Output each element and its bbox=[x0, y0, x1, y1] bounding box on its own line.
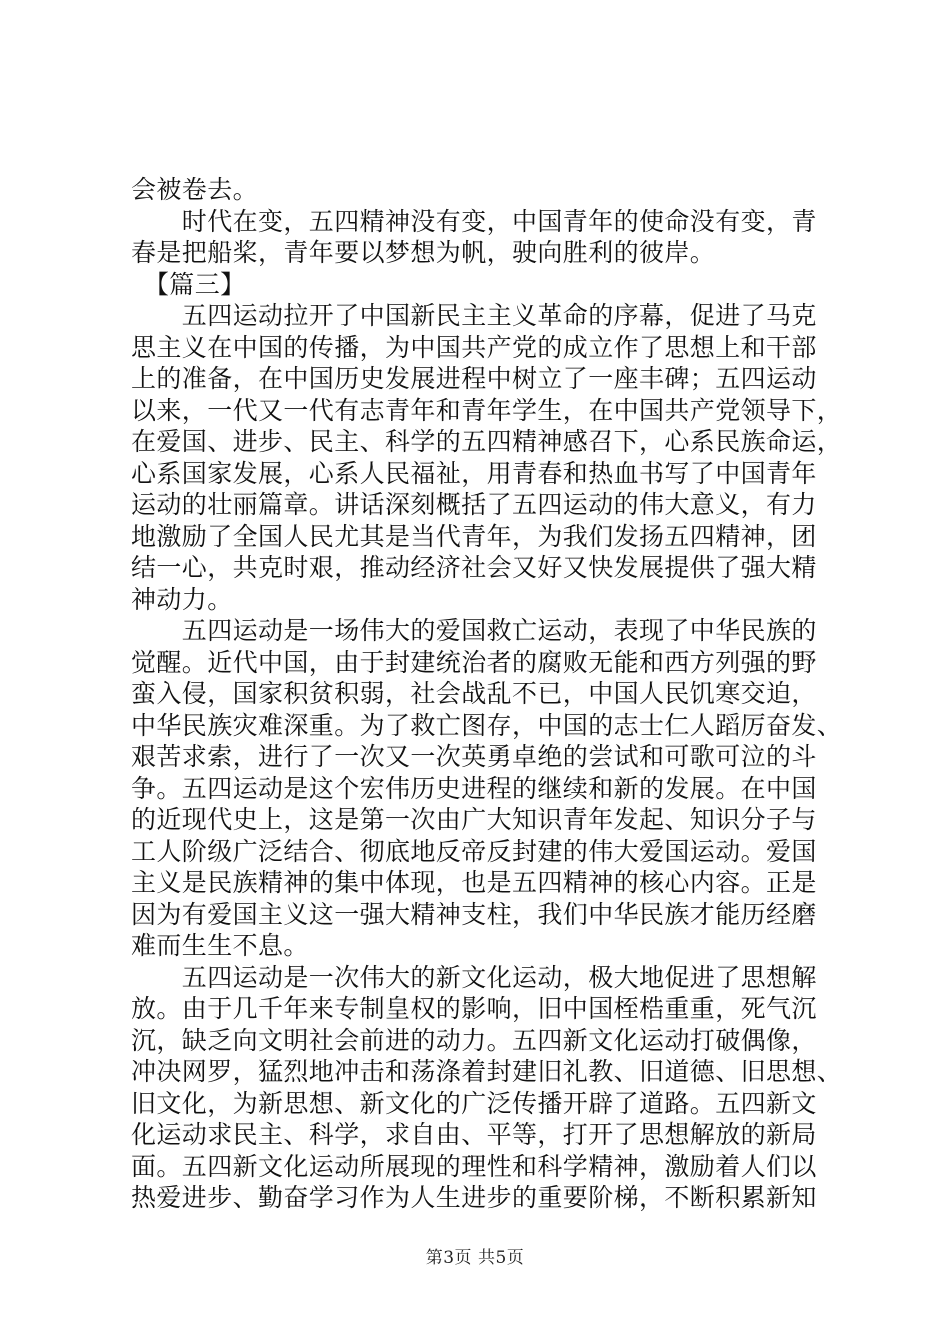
text-line: 以来，一代又一代有志青年和青年学生，在中国共产党领导下， bbox=[131, 395, 843, 425]
text-line: 放。由于几千年来专制皇权的影响，旧中国桎梏重重，死气沉 bbox=[131, 994, 817, 1023]
text-line: 会被卷去。 bbox=[131, 175, 259, 204]
text-line: 春是把船桨，青年要以梦想为帆，驶向胜利的彼岸。 bbox=[131, 238, 716, 267]
text-line: 旧文化，为新思想、新文化的广泛传播开辟了道路。五四新文 bbox=[131, 1088, 817, 1118]
text-line: 觉醒。近代中国，由于封建统治者的腐败无能和西方列强的野 bbox=[131, 647, 817, 677]
text-line: 神动力。 bbox=[131, 584, 233, 614]
text-line: 时代在变，五四精神没有变，中国青年的使命没有变，青 bbox=[131, 206, 817, 236]
text-line: 工人阶级广泛结合、彻底地反帝反封建的伟大爱国运动。爱国 bbox=[131, 836, 817, 866]
text-line: 结一心，共克时艰，推动经济社会又好又快发展提供了强大精 bbox=[131, 553, 817, 582]
text-line: 面。五四新文化运动所展现的理性和科学精神，激励着人们以 bbox=[131, 1151, 817, 1181]
text-line: 运动的壮丽篇章。讲话深刻概括了五四运动的伟大意义，有力 bbox=[131, 490, 817, 519]
text-line: 上的准备，在中国历史发展进程中树立了一座丰碑；五四运动 bbox=[131, 364, 817, 393]
text-line: 冲决网罗，猛烈地冲击和荡涤着封建旧礼教、旧道德、旧思想、 bbox=[131, 1057, 843, 1086]
document-body bbox=[131, 174, 843, 1214]
text-line: 五四运动是一次伟大的新文化运动，极大地促进了思想解 bbox=[131, 962, 817, 992]
text-line: 心系国家发展，心系人民福祉，用青春和热血书写了中国青年 bbox=[131, 458, 817, 488]
text-line: 争。五四运动是这个宏伟历史进程的继续和新的发展。在中国 bbox=[131, 773, 817, 803]
text-line: 地激励了全国人民尤其是当代青年，为我们发扬五四精神，团 bbox=[131, 521, 817, 551]
text-line: 主义是民族精神的集中体现，也是五四精神的核心内容。正是 bbox=[131, 868, 817, 897]
text-line: 在爱国、进步、民主、科学的五四精神感召下，心系民族命运， bbox=[131, 427, 843, 456]
text-line: 蛮入侵，国家积贫积弱，社会战乱不已，中国人民饥寒交迫， bbox=[131, 679, 817, 708]
text-line: 艰苦求索，进行了一次又一次英勇卓绝的尝试和可歌可泣的斗 bbox=[131, 742, 817, 771]
text-line: 的近现代史上，这是第一次由广大知识青年发起、知识分子与 bbox=[131, 805, 817, 834]
text-line: 沉，缺乏向文明社会前进的动力。五四新文化运动打破偶像， bbox=[131, 1025, 817, 1055]
text-line: 中华民族灾难深重。为了救亡图存，中国的志士仁人蹈厉奋发、 bbox=[131, 710, 843, 740]
text-line: 热爱进步、勤奋学习作为人生进步的重要阶梯，不断积累新知 bbox=[131, 1183, 817, 1212]
text-line: 五四运动是一场伟大的爱国救亡运动，表现了中华民族的 bbox=[131, 616, 817, 645]
text-line: 【篇三】 bbox=[131, 269, 246, 299]
text-line: 难而生生不息。 bbox=[131, 931, 309, 960]
text-line: 五四运动拉开了中国新民主主义革命的序幕，促进了马克 bbox=[131, 301, 817, 330]
text-line: 思主义在中国的传播，为中国共产党的成立作了思想上和干部 bbox=[131, 332, 817, 362]
text-line: 因为有爱国主义这一强大精神支柱，我们中华民族才能历经磨 bbox=[131, 899, 817, 929]
page-footer: 第3页 共5页 bbox=[425, 1248, 525, 1268]
text-line: 化运动求民主、科学，求自由、平等，打开了思想解放的新局 bbox=[131, 1120, 817, 1149]
